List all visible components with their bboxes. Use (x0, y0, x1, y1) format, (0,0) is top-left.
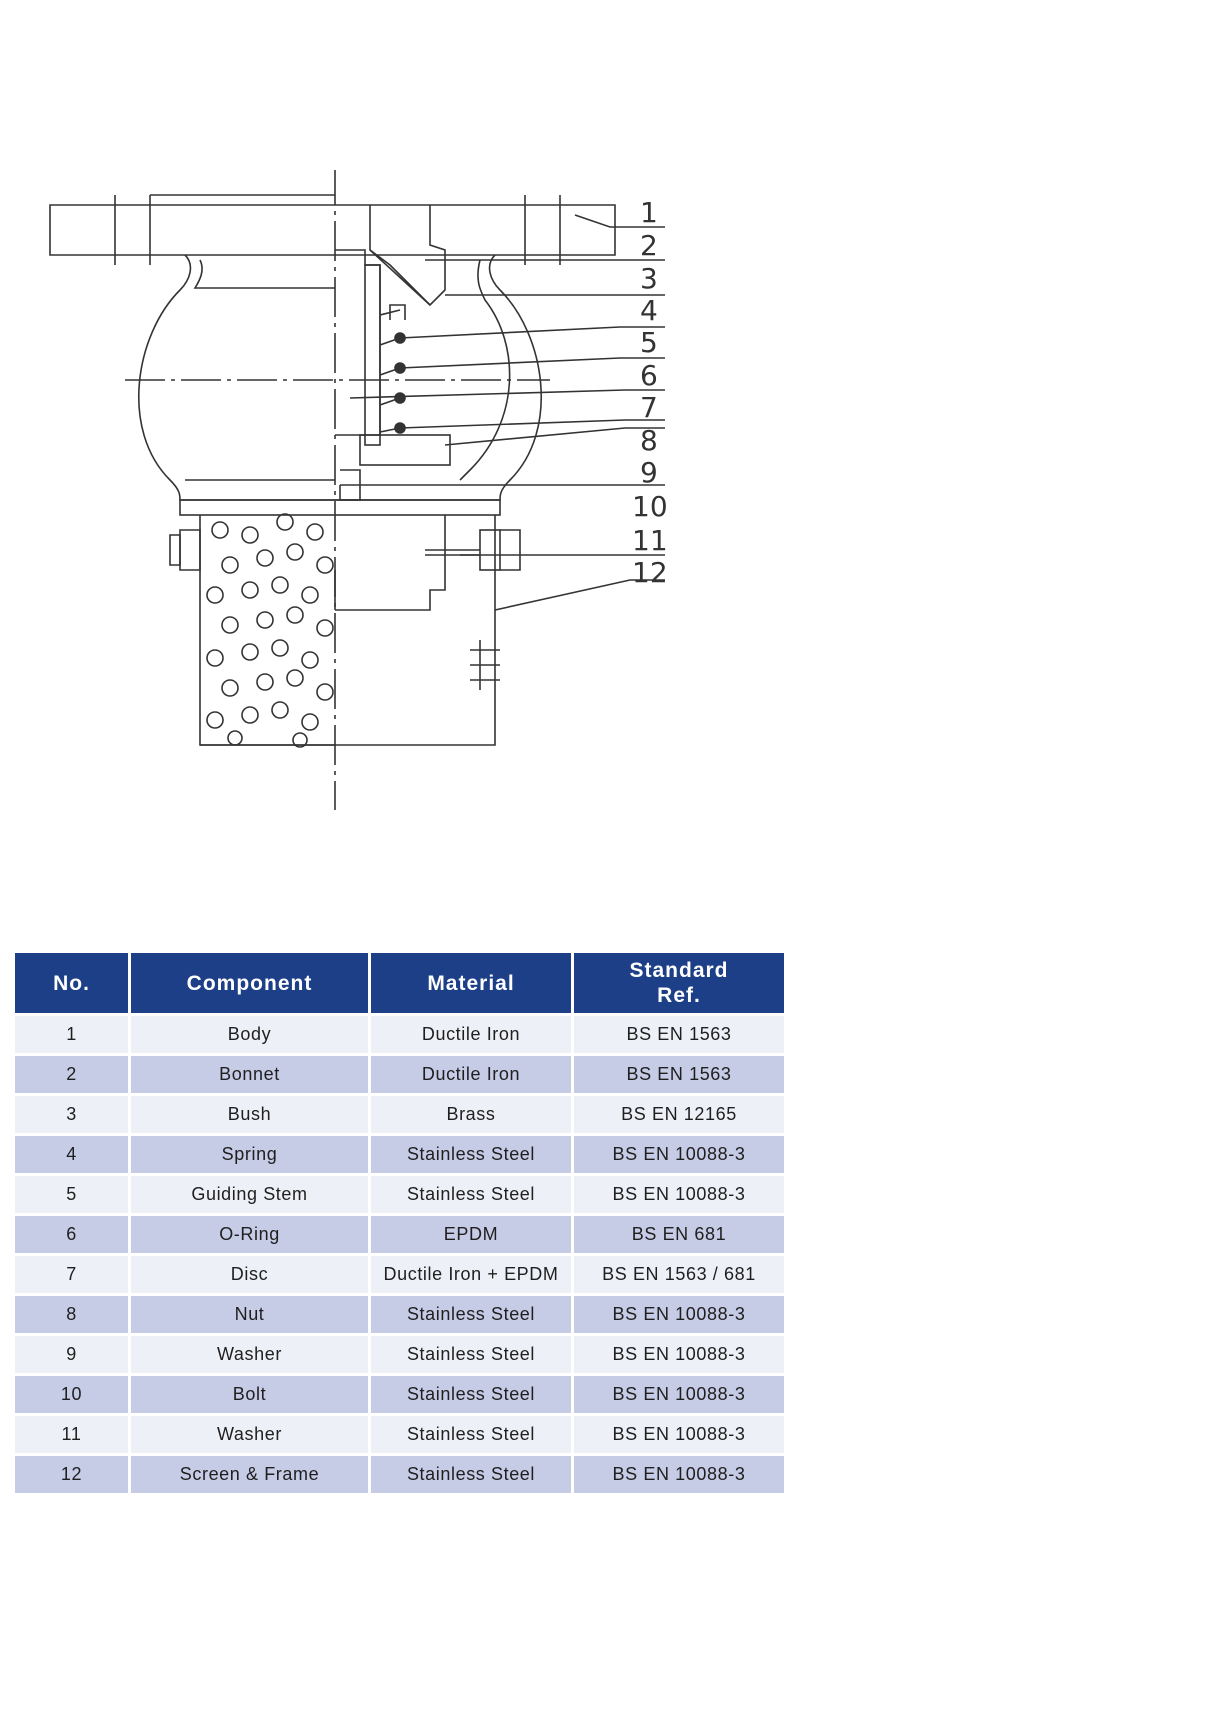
cell-no: 11 (15, 1416, 128, 1453)
cell-standard-ref: BS EN 10088-3 (574, 1376, 784, 1413)
foot-valve-cross-section-drawing (40, 170, 700, 830)
cell-standard-ref: BS EN 10088-3 (574, 1416, 784, 1453)
cell-material: EPDM (371, 1216, 571, 1253)
body-outline (139, 255, 335, 500)
table-row (15, 1216, 784, 1253)
cell-no: 2 (15, 1056, 128, 1093)
cell-component: Washer (131, 1336, 368, 1373)
table-row (15, 1176, 784, 1213)
table-row (15, 1336, 784, 1373)
callout-8: 8 (640, 424, 658, 457)
table-row (15, 1016, 784, 1053)
table-row (15, 1296, 784, 1333)
cell-component: Washer (131, 1416, 368, 1453)
table-row (15, 1456, 784, 1493)
cell-no: 9 (15, 1336, 128, 1373)
cell-standard-ref: BS EN 10088-3 (574, 1136, 784, 1173)
cell-standard-ref: BS EN 1563 / 681 (574, 1256, 784, 1293)
cell-no: 3 (15, 1096, 128, 1133)
table-row (15, 1136, 784, 1173)
cell-component: Spring (131, 1136, 368, 1173)
cell-material: Brass (371, 1096, 571, 1133)
cell-no: 4 (15, 1136, 128, 1173)
cell-material: Stainless Steel (371, 1376, 571, 1413)
cell-standard-ref: BS EN 10088-3 (574, 1456, 784, 1493)
cell-material: Ductile Iron (371, 1056, 571, 1093)
callout-7: 7 (640, 391, 658, 424)
cell-material: Ductile Iron + EPDM (371, 1256, 571, 1293)
cell-component: Screen & Frame (131, 1456, 368, 1493)
table-row (15, 1376, 784, 1413)
cell-material: Stainless Steel (371, 1416, 571, 1453)
cell-component: Disc (131, 1256, 368, 1293)
cell-standard-ref: BS EN 10088-3 (574, 1176, 784, 1213)
callout-12: 12 (632, 556, 668, 589)
perforation-holes (207, 514, 333, 747)
cell-material: Ductile Iron (371, 1016, 571, 1053)
header-no: No. (15, 953, 128, 1013)
cell-material: Stainless Steel (371, 1136, 571, 1173)
header-component: Component (131, 953, 368, 1013)
cell-component: Guiding Stem (131, 1176, 368, 1213)
callout-11: 11 (632, 524, 668, 557)
header-material: Material (371, 953, 571, 1013)
cell-component: Body (131, 1016, 368, 1053)
cell-material: Stainless Steel (371, 1296, 571, 1333)
cell-material: Stainless Steel (371, 1176, 571, 1213)
cell-no: 1 (15, 1016, 128, 1053)
cell-component: Bolt (131, 1376, 368, 1413)
cell-no: 5 (15, 1176, 128, 1213)
cell-material: Stainless Steel (371, 1336, 571, 1373)
cell-no: 6 (15, 1216, 128, 1253)
guiding-stem (365, 265, 380, 445)
table-row (15, 1096, 784, 1133)
callout-6: 6 (640, 359, 658, 392)
callout-10: 10 (632, 490, 668, 523)
cell-standard-ref: BS EN 10088-3 (574, 1336, 784, 1373)
callout-5: 5 (640, 326, 658, 359)
cell-standard-ref: BS EN 681 (574, 1216, 784, 1253)
cell-no: 7 (15, 1256, 128, 1293)
callout-3: 3 (640, 262, 658, 295)
cell-component: Nut (131, 1296, 368, 1333)
header-standard-ref: Standard Ref. (574, 953, 784, 1013)
callout-1: 1 (640, 196, 658, 229)
cell-no: 8 (15, 1296, 128, 1333)
bolt (480, 530, 500, 570)
cell-no: 10 (15, 1376, 128, 1413)
callout-2: 2 (640, 229, 658, 262)
top-flange (50, 205, 615, 255)
table-row (15, 1416, 784, 1453)
cell-standard-ref: BS EN 12165 (574, 1096, 784, 1133)
callout-9: 9 (640, 456, 658, 489)
cell-no: 12 (15, 1456, 128, 1493)
cell-component: Bonnet (131, 1056, 368, 1093)
cell-standard-ref: BS EN 10088-3 (574, 1296, 784, 1333)
cell-component: Bush (131, 1096, 368, 1133)
strainer-screen (200, 515, 335, 745)
table-row (15, 1056, 784, 1093)
callout-4: 4 (640, 294, 658, 327)
disc (360, 435, 450, 465)
callout-numbers (632, 196, 668, 589)
cell-standard-ref: BS EN 1563 (574, 1056, 784, 1093)
table-row (15, 1256, 784, 1293)
leader-lines (340, 215, 665, 610)
table-header-row (15, 953, 784, 1013)
cell-material: Stainless Steel (371, 1456, 571, 1493)
parts-table (12, 950, 787, 1496)
cell-component: O-Ring (131, 1216, 368, 1253)
cell-standard-ref: BS EN 1563 (574, 1016, 784, 1053)
